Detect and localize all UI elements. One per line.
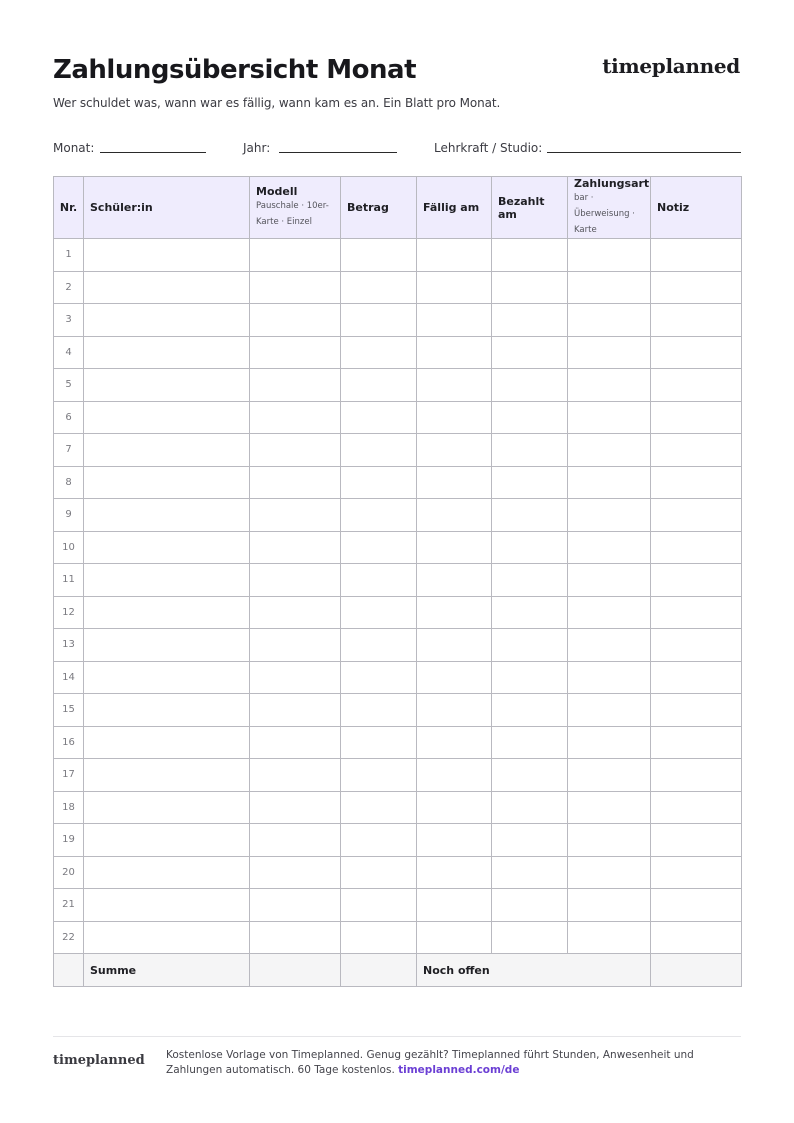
amount-cell[interactable] xyxy=(341,336,417,369)
payment-method-cell[interactable] xyxy=(568,304,651,337)
year-field xyxy=(243,141,270,155)
note-cell[interactable] xyxy=(651,824,742,857)
note-cell[interactable] xyxy=(651,629,742,662)
table-row xyxy=(54,401,742,434)
row-number: 7 xyxy=(54,434,84,467)
month-label: Monat: xyxy=(53,141,95,155)
row-number: 17 xyxy=(54,759,84,792)
due-date-cell[interactable] xyxy=(417,434,492,467)
column-hint-model: Pauschale · 10er-Karte · Einzel xyxy=(256,201,329,227)
model-cell[interactable] xyxy=(250,564,341,597)
footer-link[interactable]: timeplanned.com/de xyxy=(398,1064,520,1076)
model-cell[interactable] xyxy=(250,791,341,824)
model-cell[interactable] xyxy=(250,434,341,467)
model-cell[interactable] xyxy=(250,596,341,629)
column-header-note: Notiz xyxy=(651,177,742,239)
paid-date-cell[interactable] xyxy=(492,629,568,662)
note-cell[interactable] xyxy=(651,369,742,402)
student-cell[interactable] xyxy=(84,596,250,629)
payment-method-cell[interactable] xyxy=(568,369,651,402)
note-cell[interactable] xyxy=(651,921,742,954)
table-row xyxy=(54,369,742,402)
due-date-cell[interactable] xyxy=(417,271,492,304)
column-header-payment-method: Zahlungsart bar · Überweisung · Karte xyxy=(568,177,651,239)
model-cell[interactable] xyxy=(250,336,341,369)
paid-date-cell[interactable] xyxy=(492,889,568,922)
student-cell[interactable] xyxy=(84,856,250,889)
paid-date-cell[interactable] xyxy=(492,596,568,629)
due-date-cell[interactable] xyxy=(417,791,492,824)
row-number: 8 xyxy=(54,466,84,499)
column-hint-payment-method: bar · Überweisung · Karte xyxy=(574,193,635,235)
row-number: 5 xyxy=(54,369,84,402)
amount-cell[interactable] xyxy=(341,434,417,467)
model-cell[interactable] xyxy=(250,531,341,564)
student-cell[interactable] xyxy=(84,304,250,337)
due-date-cell[interactable] xyxy=(417,239,492,272)
paid-date-cell[interactable] xyxy=(492,856,568,889)
table-row xyxy=(54,629,742,662)
student-cell[interactable] xyxy=(84,271,250,304)
due-date-cell[interactable] xyxy=(417,824,492,857)
payment-method-cell[interactable] xyxy=(568,856,651,889)
due-date-cell[interactable] xyxy=(417,629,492,662)
paid-date-cell[interactable] xyxy=(492,661,568,694)
paid-date-cell[interactable] xyxy=(492,531,568,564)
amount-cell[interactable] xyxy=(341,661,417,694)
student-cell[interactable] xyxy=(84,791,250,824)
row-number: 4 xyxy=(54,336,84,369)
payment-method-cell[interactable] xyxy=(568,271,651,304)
footer-empty-cell xyxy=(54,954,84,987)
teacher-label: Lehrkraft / Studio: xyxy=(434,141,543,155)
due-date-cell[interactable] xyxy=(417,531,492,564)
amount-cell[interactable] xyxy=(341,239,417,272)
payment-method-cell[interactable] xyxy=(568,824,651,857)
payment-method-cell[interactable] xyxy=(568,694,651,727)
amount-cell[interactable] xyxy=(341,271,417,304)
payment-method-cell[interactable] xyxy=(568,629,651,662)
due-date-cell[interactable] xyxy=(417,921,492,954)
model-cell[interactable] xyxy=(250,889,341,922)
note-cell[interactable] xyxy=(651,694,742,727)
year-label: Jahr: xyxy=(243,141,271,155)
model-cell[interactable] xyxy=(250,856,341,889)
table-row xyxy=(54,856,742,889)
table-row xyxy=(54,434,742,467)
student-cell[interactable] xyxy=(84,824,250,857)
table-row xyxy=(54,499,742,532)
row-number: 19 xyxy=(54,824,84,857)
amount-cell[interactable] xyxy=(341,564,417,597)
payment-method-cell[interactable] xyxy=(568,726,651,759)
table-row xyxy=(54,824,742,857)
due-date-cell[interactable] xyxy=(417,694,492,727)
table-row xyxy=(54,336,742,369)
column-header-model: Modell Pauschale · 10er-Karte · Einzel xyxy=(250,177,341,239)
row-number: 20 xyxy=(54,856,84,889)
table-row xyxy=(54,239,742,272)
payment-method-cell[interactable] xyxy=(568,759,651,792)
student-cell[interactable] xyxy=(84,921,250,954)
amount-cell[interactable] xyxy=(341,791,417,824)
sum-label: Summe xyxy=(84,954,250,987)
amount-cell[interactable] xyxy=(341,401,417,434)
model-cell[interactable] xyxy=(250,271,341,304)
row-number: 16 xyxy=(54,726,84,759)
payment-method-cell[interactable] xyxy=(568,661,651,694)
paid-date-cell[interactable] xyxy=(492,791,568,824)
paid-date-cell[interactable] xyxy=(492,921,568,954)
model-cell[interactable] xyxy=(250,694,341,727)
column-header-nr: Nr. xyxy=(54,177,84,239)
column-header-due: Fällig am xyxy=(417,177,492,239)
paid-date-cell[interactable] xyxy=(492,759,568,792)
page-subtitle: Wer schuldet was, wann war es fällig, wann kam es an. Ein Blatt pro Monat. xyxy=(53,96,501,110)
table-footer-row xyxy=(54,954,742,987)
model-cell[interactable] xyxy=(250,921,341,954)
paid-date-cell[interactable] xyxy=(492,336,568,369)
paid-date-cell[interactable] xyxy=(492,694,568,727)
table-row xyxy=(54,596,742,629)
row-number: 15 xyxy=(54,694,84,727)
row-number: 21 xyxy=(54,889,84,922)
table-row xyxy=(54,271,742,304)
student-cell[interactable] xyxy=(84,759,250,792)
payment-method-cell[interactable] xyxy=(568,401,651,434)
note-cell[interactable] xyxy=(651,791,742,824)
model-cell[interactable] xyxy=(250,304,341,337)
amount-cell[interactable] xyxy=(341,856,417,889)
due-date-cell[interactable] xyxy=(417,759,492,792)
payment-method-cell[interactable] xyxy=(568,596,651,629)
amount-cell[interactable] xyxy=(341,759,417,792)
table-row xyxy=(54,726,742,759)
student-cell[interactable] xyxy=(84,239,250,272)
paid-date-cell[interactable] xyxy=(492,434,568,467)
column-header-student: Schüler:in xyxy=(84,177,250,239)
student-cell[interactable] xyxy=(84,499,250,532)
model-cell[interactable] xyxy=(250,499,341,532)
table-row xyxy=(54,921,742,954)
header-fields xyxy=(53,141,741,155)
note-cell[interactable] xyxy=(651,889,742,922)
payment-method-cell[interactable] xyxy=(568,791,651,824)
footer-text xyxy=(166,1048,742,1078)
amount-cell[interactable] xyxy=(341,824,417,857)
payment-method-cell[interactable] xyxy=(568,889,651,922)
due-date-cell[interactable] xyxy=(417,304,492,337)
note-cell[interactable] xyxy=(651,499,742,532)
note-cell[interactable] xyxy=(651,856,742,889)
amount-cell[interactable] xyxy=(341,531,417,564)
row-number: 6 xyxy=(54,401,84,434)
note-cell[interactable] xyxy=(651,239,742,272)
due-date-cell[interactable] xyxy=(417,596,492,629)
paid-date-cell[interactable] xyxy=(492,401,568,434)
teacher-field xyxy=(434,141,542,155)
column-header-amount: Betrag xyxy=(341,177,417,239)
footer-brand-logo: timeplanned xyxy=(53,1053,145,1068)
student-cell[interactable] xyxy=(84,889,250,922)
open-amount-cell[interactable] xyxy=(651,954,742,987)
row-number: 14 xyxy=(54,661,84,694)
payment-table xyxy=(53,176,742,987)
amount-cell[interactable] xyxy=(341,596,417,629)
student-cell[interactable] xyxy=(84,369,250,402)
due-date-cell[interactable] xyxy=(417,369,492,402)
payment-method-cell[interactable] xyxy=(568,921,651,954)
footer-description: Kostenlose Vorlage von Timeplanned. Genug gezählt? Timeplanned führt Stunden, Anwesenheit und Zahlungen automatisch. 60 Tage kostenlos. xyxy=(166,1049,694,1076)
due-date-cell[interactable] xyxy=(417,856,492,889)
open-label: Noch offen xyxy=(417,954,651,987)
table-row xyxy=(54,889,742,922)
student-cell[interactable] xyxy=(84,564,250,597)
note-cell[interactable] xyxy=(651,434,742,467)
due-date-cell[interactable] xyxy=(417,889,492,922)
paid-date-cell[interactable] xyxy=(492,369,568,402)
note-cell[interactable] xyxy=(651,661,742,694)
student-cell[interactable] xyxy=(84,336,250,369)
table-row xyxy=(54,531,742,564)
due-date-cell[interactable] xyxy=(417,564,492,597)
payment-method-cell[interactable] xyxy=(568,499,651,532)
model-cell[interactable] xyxy=(250,239,341,272)
student-cell[interactable] xyxy=(84,531,250,564)
row-number: 10 xyxy=(54,531,84,564)
model-cell[interactable] xyxy=(250,824,341,857)
model-cell[interactable] xyxy=(250,466,341,499)
sum-cell[interactable] xyxy=(250,954,341,987)
amount-cell[interactable] xyxy=(341,499,417,532)
due-date-cell[interactable] xyxy=(417,499,492,532)
footer-divider xyxy=(53,1036,741,1037)
due-date-cell[interactable] xyxy=(417,336,492,369)
row-number: 22 xyxy=(54,921,84,954)
month-field xyxy=(53,141,94,155)
payment-method-cell[interactable] xyxy=(568,434,651,467)
note-cell[interactable] xyxy=(651,466,742,499)
model-cell[interactable] xyxy=(250,629,341,662)
note-cell[interactable] xyxy=(651,726,742,759)
student-cell[interactable] xyxy=(84,466,250,499)
paid-date-cell[interactable] xyxy=(492,824,568,857)
model-cell[interactable] xyxy=(250,759,341,792)
note-cell[interactable] xyxy=(651,304,742,337)
note-cell[interactable] xyxy=(651,401,742,434)
page-title: Zahlungsübersicht Monat xyxy=(53,55,417,85)
paid-date-cell[interactable] xyxy=(492,271,568,304)
student-cell[interactable] xyxy=(84,694,250,727)
student-cell[interactable] xyxy=(84,629,250,662)
table-row xyxy=(54,759,742,792)
amount-cell[interactable] xyxy=(341,629,417,662)
column-header-paid: Bezahlt am xyxy=(492,177,568,239)
student-cell[interactable] xyxy=(84,726,250,759)
amount-cell[interactable] xyxy=(341,694,417,727)
amount-cell[interactable] xyxy=(341,726,417,759)
student-cell[interactable] xyxy=(84,661,250,694)
due-date-cell[interactable] xyxy=(417,466,492,499)
sum-amount-cell[interactable] xyxy=(341,954,417,987)
amount-cell[interactable] xyxy=(341,466,417,499)
amount-cell[interactable] xyxy=(341,889,417,922)
note-cell[interactable] xyxy=(651,564,742,597)
payment-method-cell[interactable] xyxy=(568,466,651,499)
note-cell[interactable] xyxy=(651,531,742,564)
note-cell[interactable] xyxy=(651,596,742,629)
note-cell[interactable] xyxy=(651,271,742,304)
payment-method-cell[interactable] xyxy=(568,564,651,597)
model-cell[interactable] xyxy=(250,369,341,402)
amount-cell[interactable] xyxy=(341,304,417,337)
student-cell[interactable] xyxy=(84,434,250,467)
table-row xyxy=(54,661,742,694)
row-number: 12 xyxy=(54,596,84,629)
table-row xyxy=(54,304,742,337)
note-cell[interactable] xyxy=(651,759,742,792)
model-cell[interactable] xyxy=(250,401,341,434)
row-number: 9 xyxy=(54,499,84,532)
note-cell[interactable] xyxy=(651,336,742,369)
amount-cell[interactable] xyxy=(341,369,417,402)
table-row xyxy=(54,791,742,824)
payment-method-cell[interactable] xyxy=(568,531,651,564)
row-number: 2 xyxy=(54,271,84,304)
table-row xyxy=(54,694,742,727)
row-number: 1 xyxy=(54,239,84,272)
paid-date-cell[interactable] xyxy=(492,466,568,499)
due-date-cell[interactable] xyxy=(417,401,492,434)
table-row xyxy=(54,564,742,597)
paid-date-cell[interactable] xyxy=(492,239,568,272)
paid-date-cell[interactable] xyxy=(492,304,568,337)
model-cell[interactable] xyxy=(250,661,341,694)
row-number: 11 xyxy=(54,564,84,597)
table-row xyxy=(54,466,742,499)
student-cell[interactable] xyxy=(84,401,250,434)
paid-date-cell[interactable] xyxy=(492,499,568,532)
brand-logo: timeplanned xyxy=(602,54,740,78)
paid-date-cell[interactable] xyxy=(492,726,568,759)
row-number: 18 xyxy=(54,791,84,824)
row-number: 13 xyxy=(54,629,84,662)
row-number: 3 xyxy=(54,304,84,337)
table-header-row xyxy=(54,177,742,239)
payment-method-cell[interactable] xyxy=(568,239,651,272)
due-date-cell[interactable] xyxy=(417,661,492,694)
model-cell[interactable] xyxy=(250,726,341,759)
amount-cell[interactable] xyxy=(341,921,417,954)
paid-date-cell[interactable] xyxy=(492,564,568,597)
due-date-cell[interactable] xyxy=(417,726,492,759)
payment-method-cell[interactable] xyxy=(568,336,651,369)
